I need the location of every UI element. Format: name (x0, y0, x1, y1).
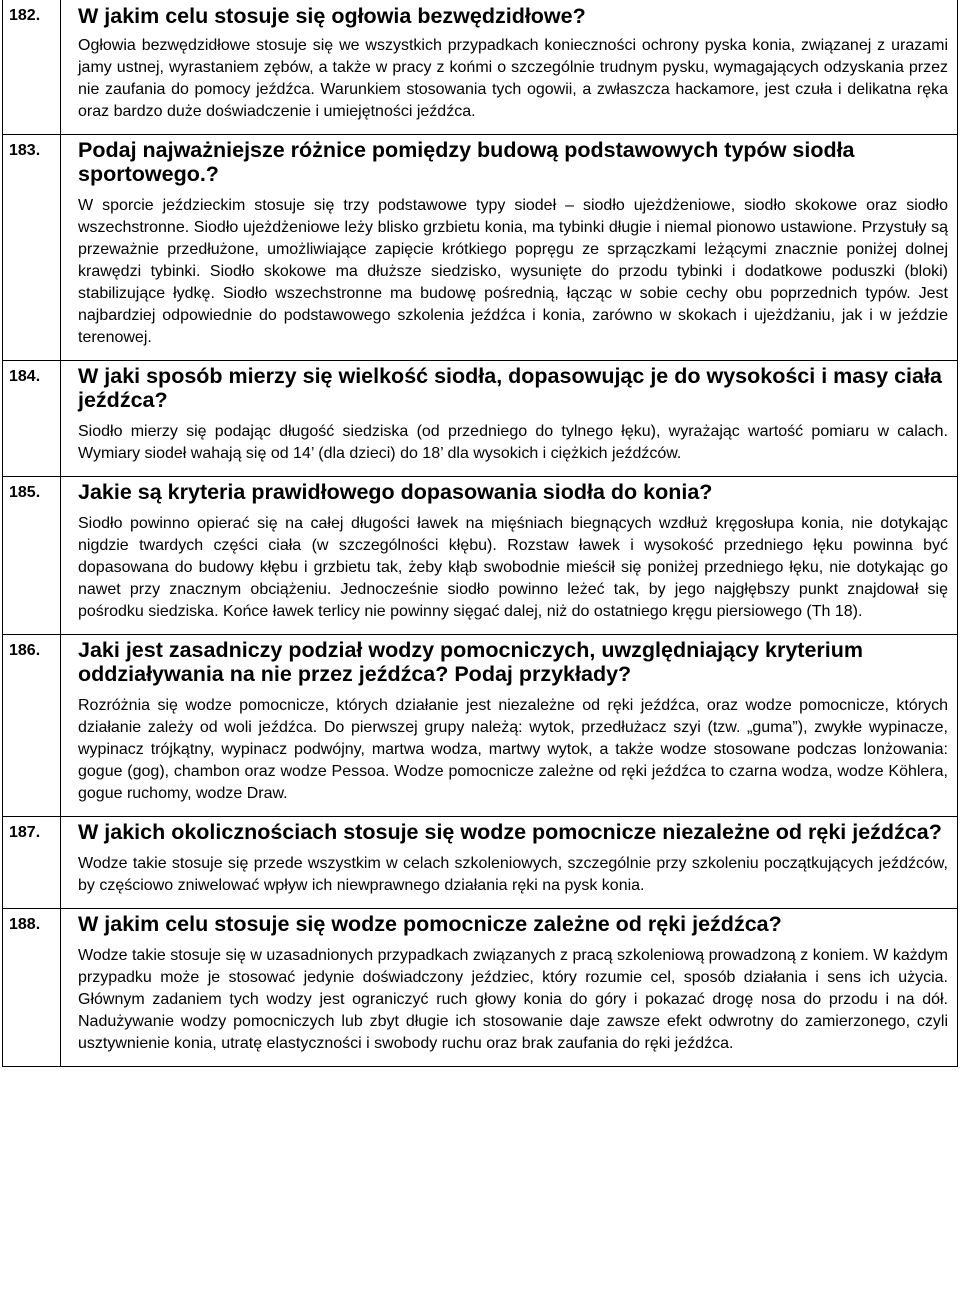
question-number: 188. (3, 909, 61, 1066)
qa-row-183 (3, 135, 957, 361)
qa-content (61, 909, 957, 1066)
question-text: Jaki jest zasadniczy podział wodzy pomocniczych, uwzględniający kryterium oddziaływania na nie przez jeźdźca? Podaj przykłady? (78, 638, 863, 686)
qa-row-188 (3, 909, 957, 1067)
qa-row-185 (3, 477, 957, 635)
question-number: 182. (3, 0, 61, 134)
qa-row-187 (3, 817, 957, 909)
question-text: W jakich okolicznościach stosuje się wodze pomocnicze niezależne od ręki jeźdźca? (78, 820, 942, 844)
qa-content (61, 0, 957, 134)
qa-content (61, 635, 957, 816)
qa-content (61, 135, 957, 360)
question-text: Podaj najważniejsze różnice pomiędzy budową podstawowych typów siodła sportowego.? (78, 138, 855, 186)
answer-text: Wodze takie stosuje się w uzasadnionych przypadkach związanych z pracą szkoleniową prowadzoną z koniem. W każdym przypadku może je stosować jedynie doświadczony jeździec, który rozumie cel, sposób działania i sens ich użycia. Głównym zadaniem tych wodzy jest ograniczyć ruch głowy konia do góry i pokazać drogę nosa do przodu i na dół. Nadużywanie wodzy pomocniczych lub zbyt długie ich stosowanie daje zawsze efekt odwrotny do zamierzonego, czyli usztywnienie konia, utratę elastyczności i swobody ruchu oraz brak zaufania do ręki jeźdźca. (78, 947, 948, 1052)
answer-text: Wodze takie stosuje się przede wszystkim w celach szkoleniowych, szczególnie przy szkoleniu początkujących jeźdźców, by częściowo zniwelować wpływ ich niewprawnego działania ręki na pysk konia. (78, 855, 948, 894)
qa-row-182 (3, 0, 957, 135)
answer-text: Siodło mierzy się podając długość siedziska (od przedniego do tylnego łęku), wyrażając wartość pomiaru w calach. Wymiary siodeł wahają się od 14’ (dla dzieci) do 18’ dla wysokich i ciężkich jeźdźców. (78, 423, 948, 462)
answer-text: Ogłowia bezwędzidłowe stosuje się we wszystkich przypadkach konieczności ochrony pyska konia, związanej z urazami jamy ustnej, wyrastaniem zębów, a także w pracy z końmi o szczególnie trudnym pysku, wymagających odzyskania przez nie zaufania do pomocy jeźdźca. Warunkiem stosowania tych ogowii, a zwłaszcza hackamore, jest czuła i delikatna ręka oraz bardzo duże doświadczenie i umiejętności jeźdźca. (78, 37, 948, 120)
question-number: 185. (3, 477, 61, 634)
question-text: W jaki sposób mierzy się wielkość siodła, dopasowując je do wysokości i masy ciała jeźdźca? (78, 364, 942, 412)
answer-text: W sporcie jeździeckim stosuje się trzy podstawowe typy siodeł – siodło ujeżdżeniowe, siodło skokowe oraz siodło wszechstronne. Siodło ujeżdżeniowe leży blisko grzbietu konia, ma tybinki długie i niemal pionowo ustawione. Przystuły są przeważnie przedłużone, umożliwiające zapięcie krótkiego popręgu ze sprzączkami leżącymi znacznie poniżej dolnej krawędzi tybinki. Siodło skokowe ma dłuższe siedzisko, wysunięte do przodu tybinki i dodatkowe poduszki (bloki) stabilizujące łydkę. Siodło wszechstronne ma budowę pośrednią, łącząc w sobie cechy obu poprzednich typów. Jest najbardziej odpowiednie do podstawowego szkolenia jeźdźca i konia, zarówno w skokach i ujeżdżaniu, jak i w jeździe terenowej. (78, 197, 948, 346)
question-text: W jakim celu stosuje się ogłowia bezwędzidłowe? (78, 4, 586, 28)
question-text: Jakie są kryteria prawidłowego dopasowania siodła do konia? (78, 480, 713, 504)
answer-text: Siodło powinno opierać się na całej długości ławek na mięśniach biegnących wzdłuż kręgosłupa konia, nie dotykając nigdzie twardych części ciała (w szczególności kłębu). Rozstaw ławek i wysokość przedniego łęku powinna być dopasowana do budowy kłębu i grzbietu tak, żeby kłąb swobodnie mieścił się poniżej przedniego łęku, nie dotykając go nawet przy znacznym obciążeniu. Jednocześnie siodło powinno leżeć tak, by jego najgłębszy punkt znajdował się pośrodku siedziska. Końce ławek terlicy nie powinny sięgać dalej, niż do ostatniego kręgu piersiowego (Th 18). (78, 515, 948, 620)
qa-row-184 (3, 361, 957, 477)
question-text: W jakim celu stosuje się wodze pomocnicze zależne od ręki jeźdźca? (78, 912, 782, 936)
qa-table (2, 0, 958, 1067)
question-number: 183. (3, 135, 61, 360)
question-number: 184. (3, 361, 61, 476)
qa-row-186 (3, 635, 957, 817)
question-number: 186. (3, 635, 61, 816)
question-number: 187. (3, 817, 61, 908)
qa-content (61, 477, 957, 634)
qa-content (61, 817, 957, 908)
qa-content (61, 361, 957, 476)
answer-text: Rozróżnia się wodze pomocnicze, których działanie jest niezależne od ręki jeźdźca, oraz wodze pomocnicze, których działanie zależy od woli jeźdźca. Do pierwszej grupy należą: wytok, przedłużacz szyi (tzw. „guma”), zwykłe wypinacze, wypinacz trójkątny, wypinacz podwójny, martwa wodza, martwy wytok, a także wodze stosowane podczas lonżowania: gogue (gog), chambon oraz wodze Pessoa. Wodze pomocnicze zależne od ręki jeźdźca to czarna wodza, wodze Köhlera, gogue ruchomy, wodze Draw. (78, 697, 948, 802)
